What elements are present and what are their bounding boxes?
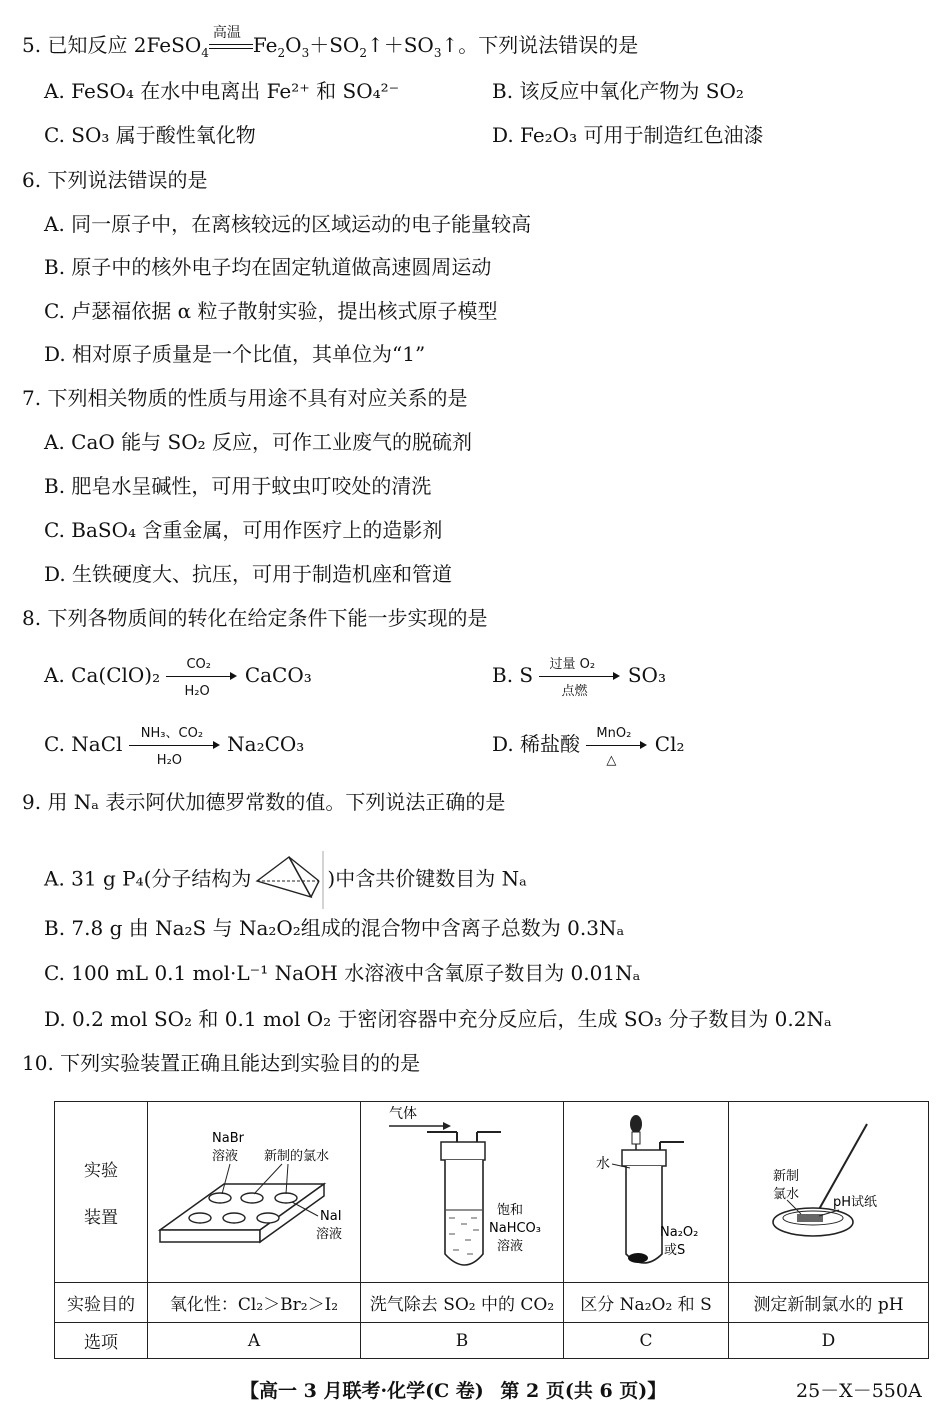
option-b: B [361,1323,564,1359]
fig-d-label1: 新制 [773,1169,800,1184]
q8-a-arrow [166,656,238,699]
q9-option-a [44,851,527,909]
q5-option-d: D. Fe₂O₃ 可用于制造红色油漆 [492,123,764,147]
footer-page: 第 2 页(共 6 页)】 [500,1380,667,1402]
q8-c-condition-top: NH₃、CO₂ [140,725,204,741]
q6-option-a: A. 同一原子中，在离核较远的区域运动的电子能量较高 [44,212,532,236]
q8-d-arrow [586,725,648,768]
q8-b-condition-bottom: 点燃 [561,683,588,699]
fig-a-label4: NaI [320,1209,342,1224]
q5-sub: 2 [359,46,367,60]
q7-option-a: A. CaO 能与 SO₂ 反应，可作工业废气的脱硫剂 [44,430,472,454]
q8-a-right: CaCO₃ [244,663,312,687]
apparatus-b-cell [361,1102,564,1283]
q8-b-right: SO₃ [627,663,666,687]
q8-c-arrow [129,725,221,768]
q5-so2: ＋SO [309,33,360,57]
arrow-right-icon [586,745,642,746]
fig-b-label4: 溶液 [497,1239,524,1254]
q6-option-c: C. 卢瑟福依据 α 粒子散射实验，提出核式原子模型 [44,299,498,323]
q5-sub: 4 [201,46,209,60]
q6-stem: 6. 下列说法错误的是 [22,168,208,192]
purpose-row [55,1283,929,1323]
q8-b-left: B. S [492,663,534,687]
purpose-label: 实验目的 [55,1283,148,1323]
fig-b-label1: 气体 [389,1106,417,1122]
arrow-right-icon [539,676,615,677]
option-label: 选项 [55,1323,148,1359]
arrow-head-icon [213,741,220,749]
q8-b-arrow [539,656,621,699]
q10-stem: 10. 下列实验装置正确且能达到实验目的的是 [22,1051,421,1075]
q9-option-d: D. 0.2 mol SO₂ 和 0.1 mol O₂ 于密闭容器中充分反应后，生成 SO₃ 分子数目为 0.2Nₐ [44,1007,832,1031]
apparatus-row [55,1102,929,1283]
gas-washing-tube-figure [361,1102,563,1277]
q8-d-condition-bottom: △ [606,752,617,768]
fig-c-label3: 或S [664,1243,686,1258]
q5-stem-end: ↑。下列说法错误的是 [441,33,639,57]
q8-a-condition-bottom: H₂O [184,683,210,699]
q5-so3: ↑＋SO [366,33,434,57]
option-row [55,1323,929,1359]
apparatus-c-cell [564,1102,729,1283]
purpose-c: 区分 Na₂O₂ 和 S [564,1283,729,1323]
q7-option-d: D. 生铁硬度大、抗压，可用于制造机座和管道 [44,562,453,586]
fig-c-label1: 水 [596,1156,610,1172]
q7-stem: 7. 下列相关物质的性质与用途不具有对应关系的是 [22,386,468,410]
q6-option-b: B. 原子中的核外电子均在固定轨道做高速圆周运动 [44,255,492,279]
option-a: A [148,1323,361,1359]
q5-option-a: A. FeSO₄ 在水中电离出 Fe²⁺ 和 SO₄²⁻ [44,79,400,103]
q9-a-post: )中含共价键数目为 Nₐ [327,866,527,891]
dropper-tube-figure [564,1102,728,1277]
q9-a-pre: A. 31 g P₄(分子结构为 [44,866,252,891]
footer-subject: 化学(C 卷) [387,1380,484,1402]
arrow-right-icon [129,745,215,746]
apparatus-d-cell [729,1102,929,1283]
apparatus-a-cell [148,1102,361,1283]
q5-sub: 3 [301,46,310,60]
arrow-head-icon [613,672,620,680]
q8-b-condition-top: 过量 O₂ [549,656,596,672]
purpose-a: 氧化性：Cl₂＞Br₂＞I₂ [148,1283,361,1323]
q8-c-left: C. NaCl [44,732,123,756]
q7-option-b: B. 肥皂水呈碱性，可用于蚊虫叮咬处的清洗 [44,474,432,498]
spot-plate-figure [148,1102,360,1277]
q8-stem: 8. 下列各物质间的转化在给定条件下能一步实现的是 [22,606,488,630]
q9-stem: 9. 用 Nₐ 表示阿伏加德罗常数的值。下列说法正确的是 [22,790,506,814]
q5-stem [22,25,639,66]
purpose-b: 洗气除去 SO₂ 中的 CO₂ [361,1283,564,1323]
footer-title [240,1376,666,1403]
q8-option-d [492,725,685,768]
apparatus-label-cell [55,1102,148,1283]
q8-d-left: D. 稀盐酸 [492,732,581,756]
q8-a-left: A. Ca(ClO)₂ [44,663,161,687]
apparatus-label-line2: 装置 [84,1208,118,1228]
fig-d-label3: pH试纸 [833,1195,878,1210]
ph-paper-figure [729,1102,928,1277]
fig-b-label2: 饱和 [497,1203,524,1218]
option-c: C [564,1323,729,1359]
q9-option-b: B. 7.8 g 由 Na₂S 与 Na₂O₂组成的混合物中含离子总数为 0.3Nₐ [44,916,625,940]
q5-equal-sign [209,44,253,49]
p4-tetrahedron-figure [253,851,325,909]
q5-condition: 高温 [212,25,241,41]
fig-a-label5: 溶液 [316,1227,343,1242]
q8-option-a [44,656,312,699]
fig-a-label2: 溶液 [212,1149,239,1164]
q7-option-c: C. BaSO₄ 含重金属，可用作医疗上的造影剂 [44,518,443,542]
q8-option-b [492,656,666,699]
arrow-right-icon [166,676,232,677]
fig-b-label3: NaHCO₃ [489,1221,541,1236]
fig-c-label2: Na₂O₂ [660,1225,699,1240]
arrow-head-icon [230,672,237,680]
q8-d-right: Cl₂ [654,732,685,756]
purpose-d: 测定新制氯水的 pH [729,1283,929,1323]
fig-d-label2: 氯水 [773,1187,800,1202]
fig-a-label1: NaBr [212,1131,244,1146]
q5-sub: 2 [277,46,286,60]
q5-option-b: B. 该反应中氧化产物为 SO₂ [492,79,744,103]
q5-sub: 3 [433,46,442,60]
arrow-head-icon [640,741,647,749]
q9-option-c: C. 100 mL 0.1 mol·L⁻¹ NaOH 水溶液中含氧原子数目为 0.01Nₐ [44,961,641,985]
q8-c-right: Na₂CO₃ [227,732,305,756]
q8-d-condition-top: MnO₂ [596,725,632,741]
q8-c-condition-bottom: H₂O [156,752,183,768]
footer-code: 25－X－550A [796,1380,922,1402]
q5-stem-prefix: 5. 已知反应 2FeSO [22,33,202,57]
footer-exam: 【高一 3 月联考· [240,1380,388,1402]
apparatus-label-line1: 实验 [84,1161,118,1181]
experiment-table [54,1101,929,1359]
q5-fe: Fe [252,33,278,57]
option-d: D [729,1323,929,1359]
q8-option-c [44,725,305,768]
q6-option-d: D. 相对原子质量是一个比值，其单位为“1” [44,342,426,366]
fig-a-label3: 新制的氯水 [264,1149,330,1164]
q8-a-condition-top: CO₂ [186,656,211,672]
q5-o: O [285,33,302,57]
q5-option-c: C. SO₃ 属于酸性氧化物 [44,123,256,147]
